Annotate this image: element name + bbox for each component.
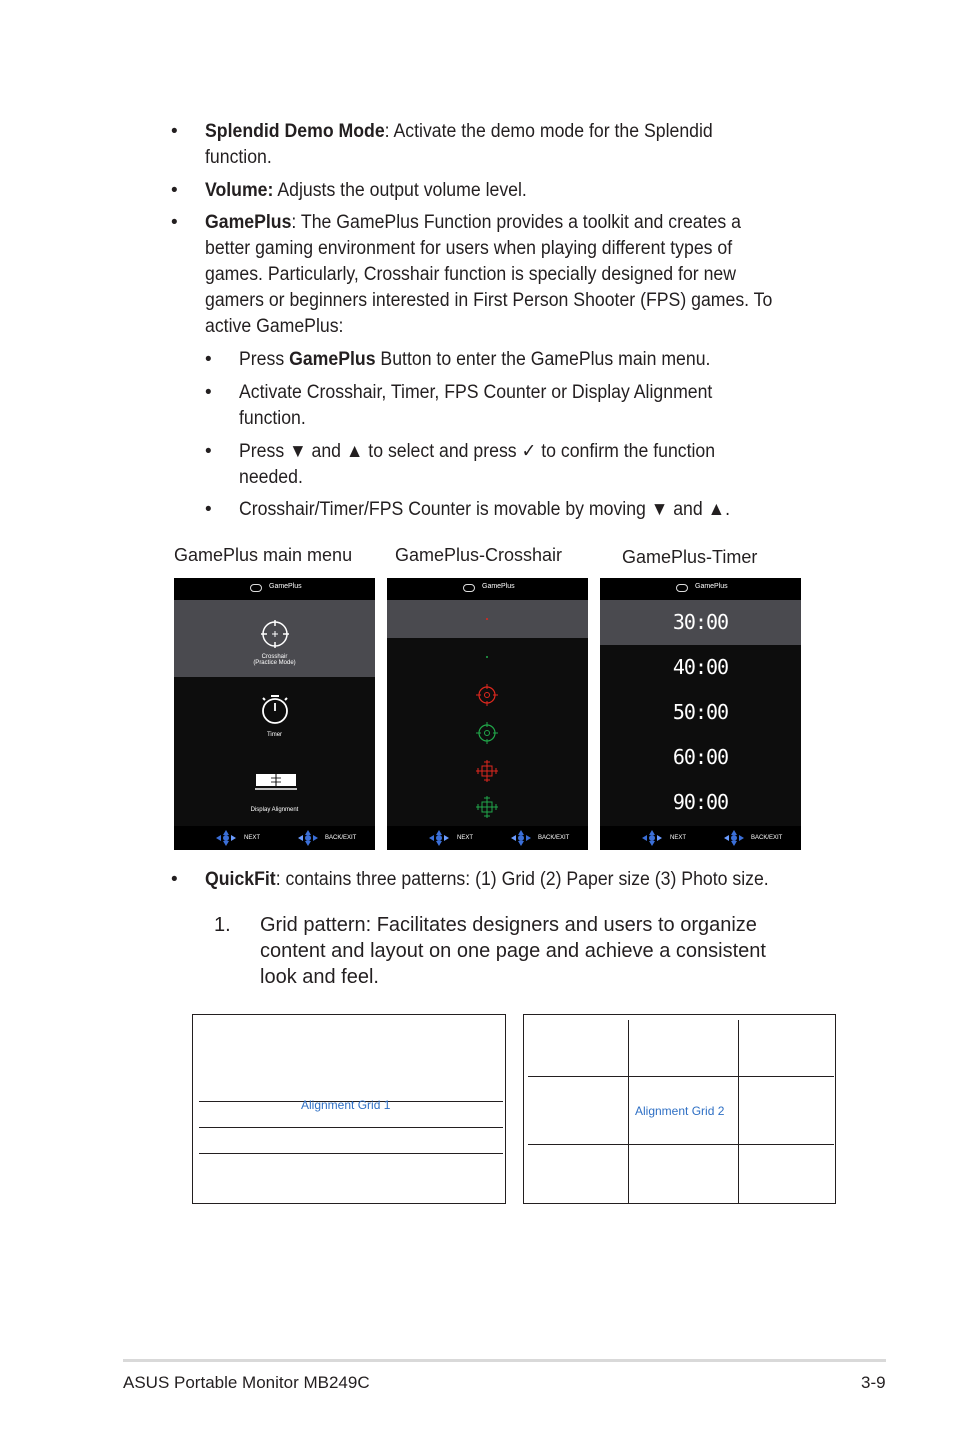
volume-text: Adjusts the output volume level.	[273, 180, 527, 201]
sub3-mid: to select and press	[363, 441, 522, 462]
crosshair-sublabel: (Practice Mode)	[253, 660, 296, 666]
green-circle-crosshair-icon	[476, 722, 498, 744]
grid-item-line1: Grid pattern: Facilitates designers and users to organize	[260, 914, 757, 936]
sub4-line	[239, 497, 730, 523]
bullet-dot: •	[171, 121, 178, 142]
splendid-demo-term: Splendid Demo Mode	[205, 121, 385, 142]
osd-crosshair	[387, 578, 588, 850]
bullet-dot: •	[171, 180, 178, 201]
timer-menu-icon	[260, 693, 290, 725]
gameplus-line5: active GamePlus:	[205, 316, 344, 337]
sub2-line1: Activate Crosshair, Timer, FPS Counter or Display Alignment	[239, 382, 713, 403]
joystick-back-icon	[722, 829, 746, 847]
check-icon: ✓	[521, 441, 537, 462]
splendid-demo-line2: function.	[205, 147, 272, 168]
alignment-grid-2	[523, 1014, 836, 1204]
sub1-post: Button to enter the GamePlus main menu.	[375, 349, 711, 370]
grid-item-line2: content and layout on one page and achieve a consistent	[260, 940, 766, 962]
osd-title: GamePlus	[695, 583, 728, 590]
display-alignment-icon	[255, 773, 297, 791]
osd-footer	[174, 826, 375, 850]
display-alignment-label: Display Alignment	[250, 807, 299, 813]
down-arrow-icon: ▼	[289, 441, 307, 462]
joystick-next-icon	[427, 829, 451, 847]
sub4-post: .	[725, 499, 730, 520]
up-arrow-icon: ▲	[345, 441, 364, 462]
osd-footer	[600, 826, 801, 850]
sub4-pre: Crosshair/Timer/FPS Counter is movable by moving	[239, 499, 651, 520]
osd-next-label: NEXT	[670, 835, 687, 841]
sub1-term: GamePlus	[289, 349, 376, 370]
sub3-line1	[239, 439, 715, 465]
sub-bullet-dot: •	[205, 382, 212, 403]
green-dot-crosshair-icon	[485, 655, 489, 659]
gameplus-line3: games. Particularly, Crosshair function is specially designed for new	[205, 264, 737, 285]
alignment-grid-1	[192, 1014, 506, 1204]
gameplus-line2: better gaming environment for users when playing different types of	[205, 238, 733, 259]
joystick-next-icon	[640, 829, 664, 847]
osd-footer	[387, 826, 588, 850]
sub1-line	[239, 347, 710, 373]
gameplus-logo-icon	[463, 584, 475, 592]
timer-value: 60:00	[672, 745, 729, 769]
sub2-line2: function.	[239, 408, 306, 429]
sub1-pre: Press	[239, 349, 290, 370]
gameplus-text: : The GamePlus Function provides a toolkit and creates a	[291, 212, 741, 233]
red-cross-crosshair-icon	[475, 759, 499, 783]
osd-next-label: NEXT	[244, 835, 261, 841]
crosshair-label: Crosshair	[261, 654, 288, 660]
timer-label: Timer	[266, 732, 283, 738]
sub-bullet-dot: •	[205, 349, 212, 370]
grid-line	[528, 1076, 834, 1077]
caption-main-menu: GamePlus main menu	[174, 545, 353, 565]
gameplus-logo-icon	[250, 584, 262, 592]
timer-value: 90:00	[672, 790, 729, 814]
page-number: 3-9	[861, 1373, 886, 1392]
sub-bullet-dot: •	[205, 441, 212, 462]
sub3-post: to confirm the function	[536, 441, 716, 462]
caption-timer: GamePlus-Timer	[622, 547, 758, 567]
sub3-and: and	[306, 441, 346, 462]
footer-divider	[123, 1359, 886, 1362]
quickfit-line	[205, 867, 769, 893]
osd-next-label: NEXT	[457, 835, 474, 841]
quickfit-term: QuickFit	[205, 869, 276, 890]
volume-line	[205, 178, 527, 204]
crosshair-menu-icon	[260, 619, 290, 649]
alignment-grid-1-label: Alignment Grid 1	[301, 1098, 391, 1112]
gameplus-term: GamePlus	[205, 212, 292, 233]
quickfit-text: : contains three patterns: (1) Grid (2) Paper size (3) Photo size.	[275, 869, 769, 890]
down-arrow-icon: ▼	[650, 499, 669, 520]
bullet-dot: •	[171, 869, 178, 890]
joystick-back-icon	[296, 829, 320, 847]
timer-value: 50:00	[672, 700, 729, 724]
red-dot-crosshair-icon	[485, 617, 489, 621]
gameplus-logo-icon	[676, 584, 688, 592]
sub3-pre: Press	[239, 441, 290, 462]
grid-line	[199, 1153, 503, 1154]
up-arrow-icon: ▲	[707, 499, 726, 520]
splendid-demo-line1	[205, 119, 713, 145]
grid-line	[738, 1020, 739, 1203]
green-cross-crosshair-icon	[475, 795, 499, 819]
sub4-and: and	[668, 499, 708, 520]
osd-back-label: BACK/EXIT	[325, 835, 357, 841]
osd-header	[600, 578, 801, 600]
sub-bullet-dot: •	[205, 499, 212, 520]
grid-line	[199, 1127, 503, 1128]
osd-back-label: BACK/EXIT	[751, 835, 783, 841]
timer-value: 30:00	[672, 610, 729, 634]
gameplus-line1	[205, 210, 741, 236]
osd-title: GamePlus	[482, 583, 515, 590]
grid-line	[528, 1144, 834, 1145]
grid-item-line3: look and feel.	[260, 966, 379, 988]
osd-timer	[600, 578, 801, 850]
joystick-back-icon	[509, 829, 533, 847]
alignment-grid-2-label: Alignment Grid 2	[635, 1104, 725, 1118]
osd-back-label: BACK/EXIT	[538, 835, 570, 841]
red-circle-crosshair-icon	[476, 684, 498, 706]
grid-line	[628, 1020, 629, 1203]
gameplus-line4: gamers or beginners interested in First Person Shooter (FPS) games. To	[205, 290, 773, 311]
volume-term: Volume:	[205, 180, 274, 201]
joystick-next-icon	[214, 829, 238, 847]
grid-item-number: 1.	[214, 914, 231, 936]
footer-title: ASUS Portable Monitor MB249C	[123, 1373, 370, 1392]
osd-main-menu	[174, 578, 375, 850]
osd-header	[174, 578, 375, 600]
osd-title: GamePlus	[269, 583, 302, 590]
splendid-demo-text: : Activate the demo mode for the Splendid	[384, 121, 713, 142]
bullet-dot: •	[171, 212, 178, 233]
osd-header	[387, 578, 588, 600]
caption-crosshair: GamePlus-Crosshair	[395, 545, 563, 565]
sub3-line2: needed.	[239, 467, 303, 488]
timer-value: 40:00	[672, 655, 729, 679]
